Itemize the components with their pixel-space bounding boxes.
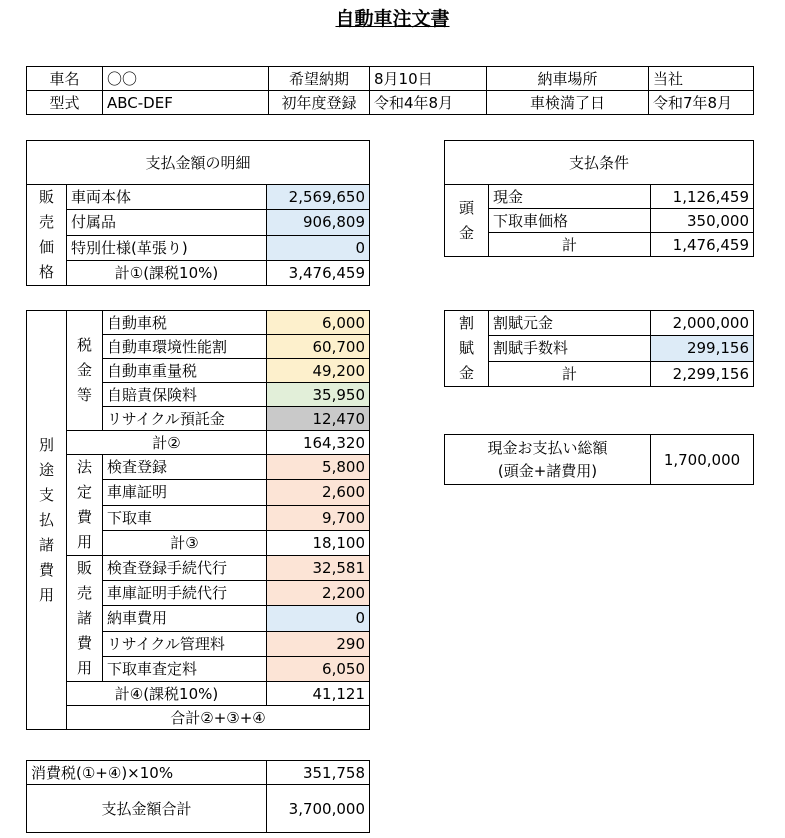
detail-label: 特別仕様(革張り) — [67, 235, 267, 260]
installment-value: 299,156 — [651, 336, 754, 361]
place-value: 当社 — [649, 67, 754, 91]
terms-value: 1,126,459 — [651, 185, 754, 209]
tax-value: 6,000 — [267, 311, 370, 335]
details-total-label: 計①(課税10%) — [67, 260, 267, 285]
details-header: 支払金額の明細 — [27, 141, 370, 185]
sales-label: 下取車査定料 — [103, 656, 267, 681]
expenses-grand-total-label: 合計②+③+④ — [67, 706, 370, 730]
sales-total-label: 計④(課税10%) — [67, 682, 267, 706]
tax-total-value: 164,320 — [267, 431, 370, 455]
sales-label: リサイクル管理料 — [103, 631, 267, 656]
delivery-label: 希望納期 — [269, 67, 370, 91]
sales-total-value: 41,121 — [267, 682, 370, 706]
installment-group-label: 割 賦 金 — [445, 311, 489, 387]
inspection-label: 車検満了日 — [487, 91, 649, 115]
terms-label: 下取車価格 — [489, 209, 651, 233]
sales-label: 車庫証明手続代行 — [103, 581, 267, 606]
legal-label: 下取車 — [103, 505, 267, 530]
first-reg-value: 令和4年8月 — [370, 91, 487, 115]
terms-header: 支払条件 — [445, 141, 754, 185]
consumption-tax-value: 351,758 — [267, 761, 370, 785]
cash-total-label: 現金お支払い総額 (頭金+諸費用) — [445, 435, 651, 485]
expenses-table — [26, 310, 370, 730]
terms-value: 350,000 — [651, 209, 754, 233]
installment-label: 割賦手数料 — [489, 336, 651, 361]
expenses-group-label: 別 途 支 払 諸 費 用 — [27, 311, 67, 730]
installment-value: 2,000,000 — [651, 311, 754, 336]
sales-value: 0 — [267, 606, 370, 631]
tax-total-label: 計② — [67, 431, 267, 455]
tax-group-label: 税 金 等 — [67, 311, 103, 431]
installment-total-label: 計 — [489, 361, 651, 386]
place-label: 納車場所 — [487, 67, 649, 91]
sales-label: 検査登録手続代行 — [103, 556, 267, 581]
legal-value: 5,800 — [267, 455, 370, 480]
sales-value: 290 — [267, 631, 370, 656]
delivery-value: 8月10日 — [370, 67, 487, 91]
detail-label: 付属品 — [67, 210, 267, 235]
consumption-tax-label: 消費税(①+④)×10% — [27, 761, 267, 785]
sales-value: 6,050 — [267, 656, 370, 681]
model-label: 型式 — [27, 91, 103, 115]
first-reg-label: 初年度登録 — [269, 91, 370, 115]
detail-value: 906,809 — [267, 210, 370, 235]
inspection-value: 令和7年8月 — [649, 91, 754, 115]
tax-value: 60,700 — [267, 335, 370, 359]
detail-value: 0 — [267, 235, 370, 260]
tax-label: 自動車重量税 — [103, 359, 267, 383]
sales-value: 32,581 — [267, 556, 370, 581]
detail-value: 2,569,650 — [267, 185, 370, 210]
payment-total-value: 3,700,000 — [267, 785, 370, 833]
legal-fees-group-label: 法 定 費 用 — [67, 455, 103, 556]
legal-total-label: 計③ — [103, 530, 267, 555]
summary-table — [26, 760, 370, 833]
sales-fees-group-label: 販 売 諸 費 用 — [67, 556, 103, 682]
tax-label: 自賠責保険料 — [103, 383, 267, 407]
legal-label: 車庫証明 — [103, 480, 267, 505]
detail-label: 車両本体 — [67, 185, 267, 210]
tax-value: 49,200 — [267, 359, 370, 383]
tax-label: 自動車税 — [103, 311, 267, 335]
sales-label: 納車費用 — [103, 606, 267, 631]
page-title: 自動車注文書 — [335, 8, 450, 30]
installment-total-value: 2,299,156 — [651, 361, 754, 386]
details-total-value: 3,476,459 — [267, 260, 370, 285]
payment-terms-table — [444, 140, 754, 257]
cash-total-value: 1,700,000 — [651, 435, 754, 485]
sales-price-group-label: 販 売 価 格 — [27, 185, 67, 286]
car-name-value: 〇〇 — [103, 67, 269, 91]
installment-label: 割賦元金 — [489, 311, 651, 336]
terms-total-label: 計 — [489, 233, 651, 257]
tax-label: 自動車環境性能割 — [103, 335, 267, 359]
legal-total-value: 18,100 — [267, 530, 370, 555]
legal-label: 検査登録 — [103, 455, 267, 480]
car-name-label: 車名 — [27, 67, 103, 91]
installment-table — [444, 310, 754, 387]
payment-details-table — [26, 140, 370, 286]
terms-label: 現金 — [489, 185, 651, 209]
down-payment-group-label: 頭 金 — [445, 185, 489, 257]
terms-total-value: 1,476,459 — [651, 233, 754, 257]
model-value: ABC-DEF — [103, 91, 269, 115]
legal-value: 2,600 — [267, 480, 370, 505]
payment-total-label: 支払金額合計 — [27, 785, 267, 833]
sales-value: 2,200 — [267, 581, 370, 606]
tax-value: 12,470 — [267, 407, 370, 431]
legal-value: 9,700 — [267, 505, 370, 530]
tax-label: リサイクル預託金 — [103, 407, 267, 431]
vehicle-info-table — [26, 66, 754, 115]
cash-total-table — [444, 434, 754, 485]
tax-value: 35,950 — [267, 383, 370, 407]
